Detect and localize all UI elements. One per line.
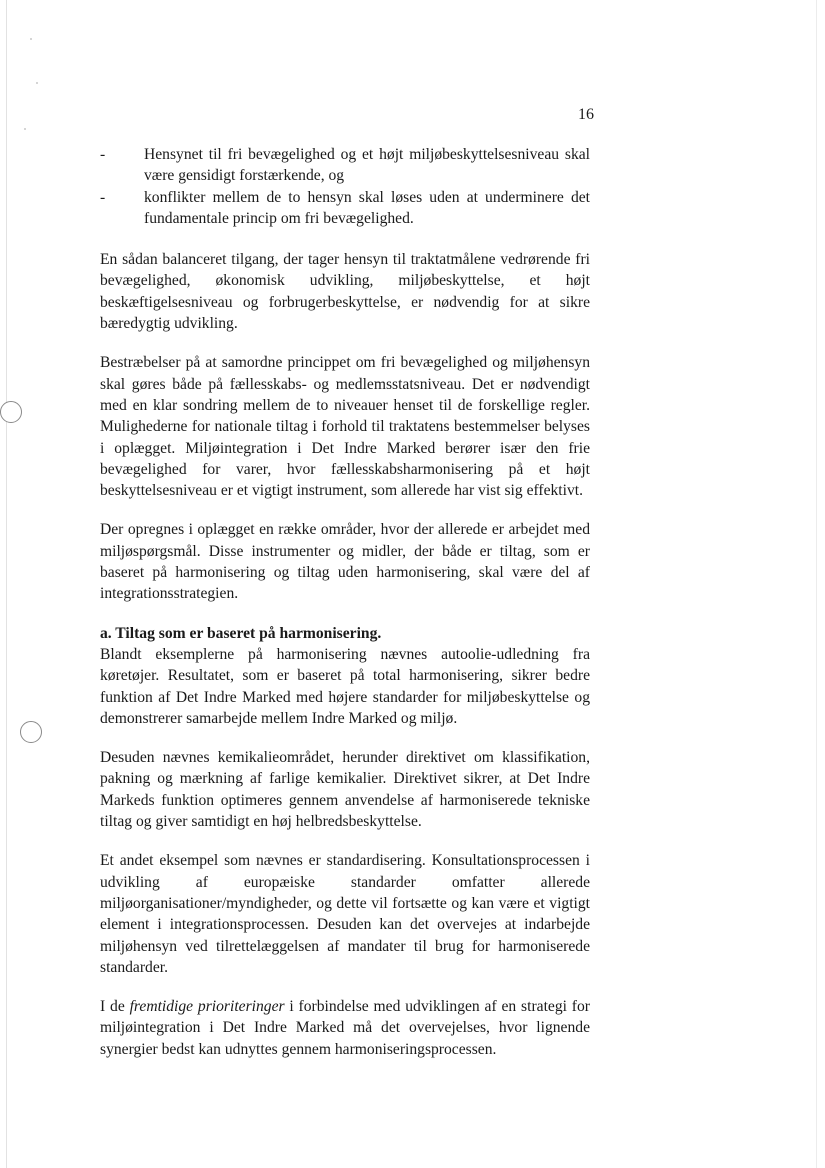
page-body [100, 144, 590, 1078]
scan-speck [24, 128, 26, 130]
scan-left-edge [6, 0, 7, 1168]
dash-marker: - [100, 146, 106, 163]
dash-marker: - [100, 188, 106, 206]
section-harmonisation [100, 623, 590, 1060]
list-item [100, 187, 590, 230]
dash-list [100, 144, 590, 229]
paragraph-chemicals: Desuden nævnes kemikalieområdet, herunder direktivet om klassifikation, pakning og mærkning af farlige kemikalier. Direktivet sikrer, at Det Indre Markeds funktion optimeres gennem anvendelse af harmoniserede tekniske tiltag og giver samtidigt en høj helbredsbeskyttelse. [100, 749, 590, 831]
scan-right-edge [816, 0, 817, 1168]
paragraph-areas: Der opregnes i oplægget en række områder, hvor der allerede er arbejdet med miljøspørgsmål. Disse instrumenter og midler, der både er tiltag, som er baseret på harmonisering og tiltag uden harmonisering, skal være del af integrationsstrategien. [100, 521, 590, 603]
punch-hole-icon [0, 401, 22, 423]
section-heading: a. Tiltag som er baseret på harmonisering. [100, 624, 382, 642]
paragraph-balanced-approach: En sådan balanceret tilgang, der tager hensyn til traktatmålene vedrørende fri bevægelighed, økonomisk udvikling, miljøbeskyttelse, et højt beskæftigelsesniveau og forbrugerbeskyttelse, er nødvendig for at sikre bæredygtig udvikling. [100, 251, 590, 333]
punch-hole-icon [20, 721, 42, 743]
emphasis-text: fremtidige prioriteringer [129, 998, 285, 1016]
paragraph-coordination: Bestræbelser på at samordne princippet om fri bevægelighed og miljøhensyn skal gøres både på fællesskabs- og medlemsstatsniveau. Det er nødvendigt med en klar sondring mellem de to niveauer henset til de forskellige regler. Mulighederne for nationale tiltag i forhold til traktatens bestemmelser belyses i oplægget. Miljøintegration i Det Indre Marked berører især den frie bevægelighed for varer, hvor fællesskabsharmonisering på et højt beskyttelsesniveau er et vigtigt instrument, som allerede har vist sig effektivt. [100, 354, 590, 500]
text-segment: I de [100, 998, 130, 1016]
paragraph-autooil: Blandt eksemplerne på harmonisering nævnes autoolie-udledning fra køretøjer. Resultatet, som er baseret på total harmonisering, sikrer bedre funktion af Det Indre Marked med højere standarder for miljøbeskyttelse og demonstrerer samarbejde mellem Indre Marked og miljø. [100, 645, 590, 727]
paragraph-standardisation: Et andet eksempel som nævnes er standardisering. Konsultationsprocessen i udvikling af europæiske standarder omfatter allerede miljøorganisationer/myndigheder, og dette vil fortsætte og kan være et vigtigt element i integrationsprocessen. Desuden kan det overvejes at indarbejde miljøhensyn ved tilrettelæggelsen af mandater til brug for harmoniserede standarder. [100, 852, 590, 976]
page-number: 16 [578, 106, 594, 123]
text-segment: i forbindelse med udviklingen af en strategi for miljøintegration i Det Indre Marked må det overvejelses, hvor lignende synergier bedst kan udnyttes gennem harmoniseringsprocessen. [100, 998, 590, 1058]
scan-speck [36, 82, 38, 84]
list-item-text: Hensynet til fri bevægelighed og et højt miljøbeskyttelsesniveau skal være gensidigt forstærkende, og [144, 146, 590, 185]
list-item-text: konflikter mellem de to hensyn skal løses uden at underminere det fundamentale princip om fri bevægelighed. [144, 188, 590, 227]
scan-speck [30, 38, 32, 40]
list-item [100, 144, 590, 187]
paragraph-future-priorities [100, 996, 590, 1060]
